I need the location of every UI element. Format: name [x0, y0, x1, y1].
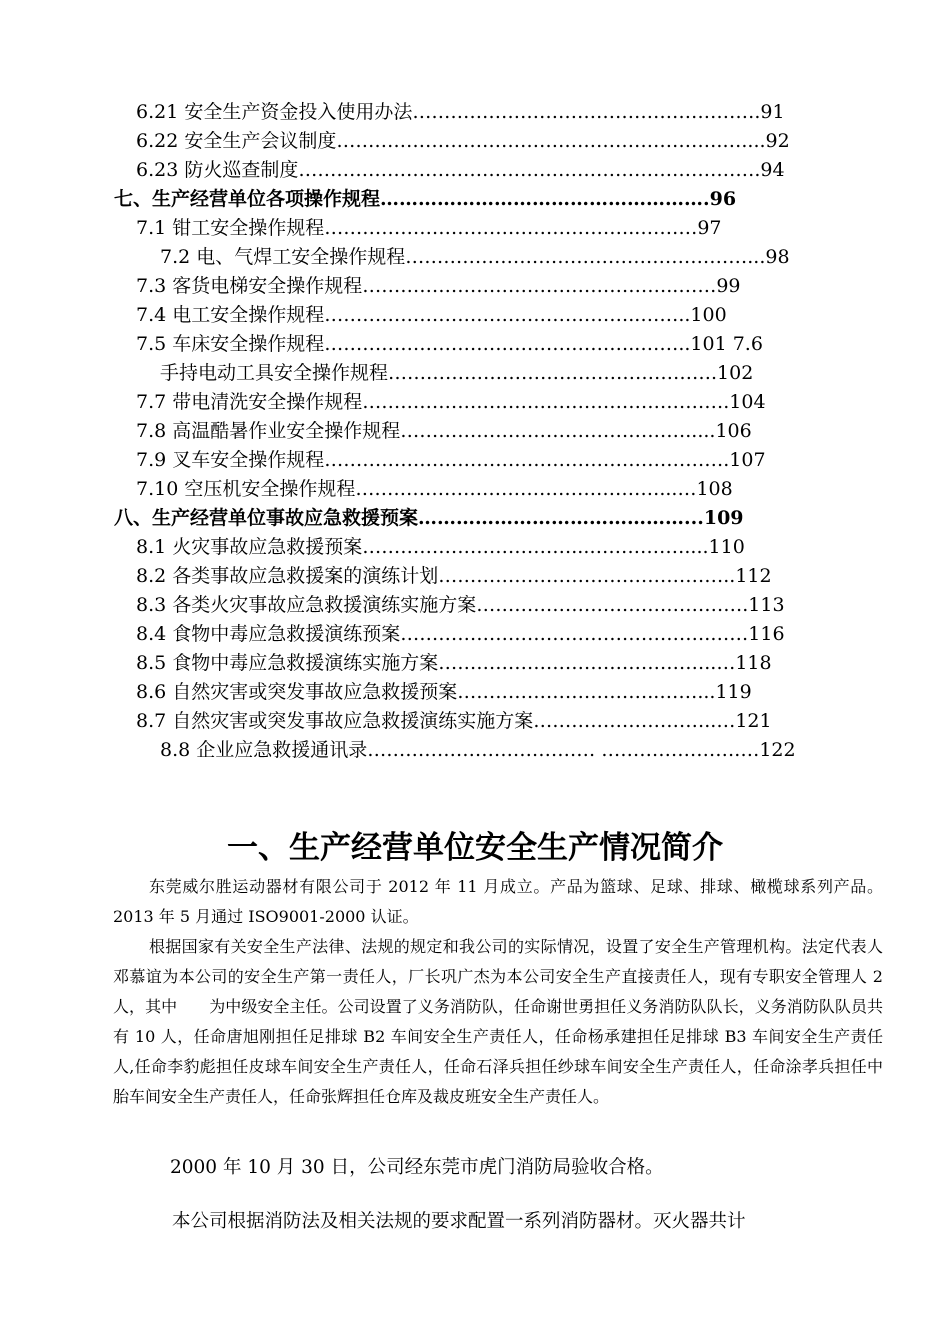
toc-entry: 7.4 电工安全操作规程…………………………………………..……..100	[136, 304, 727, 326]
toc-entry: 8.5 食物中毒应急救援演练实施方案……………………………………..…118	[136, 652, 772, 674]
toc-entry: 8.8 企业应急救援通讯录……………………………… ………………….…122	[160, 739, 796, 761]
toc-entry: 8.3 各类火灾事故应急救援演练实施方案…………………………………….113	[136, 594, 785, 616]
toc-entry: 7.5 车床安全操作规程…………………………………………..……..101 7.6	[136, 333, 763, 355]
paragraph-fire-equipment: 本公司根据消防法及相关法规的要求配置一系列消防器材。灭火器共计	[172, 1211, 746, 1232]
toc-entry: 手持电动工具安全操作规程…………………………………………….102	[160, 362, 754, 384]
toc-chapter: 八、生产经营单位事故应急救援预案……………………………………...109	[114, 507, 744, 529]
toc-entry: 8.2 各类事故应急救援案的演练计划………………………………………..112	[136, 565, 772, 587]
paragraph-fire-acceptance: 2000 年 10 月 30 日，公司经东莞市虎门消防局验收合格。	[170, 1157, 664, 1178]
toc-entry: 7.1 钳工安全操作规程…………………………………………..………97	[136, 217, 722, 239]
toc-entry: 8.1 火灾事故应急救援预案……………………………...……………....110	[136, 536, 745, 558]
paragraph-safety-organization: 根据国家有关安全生产法律、法规的规定和我公司的实际情况，设置了安全生产管理机构。法定代表人邓慕谊为本公司的安全生产第一责任人，厂长巩广杰为本公司安全生产直接责任人，现有专职安全管理人 2 人，其中 为中级安全主任。公司设置了义务消防队，任命谢世勇担任义务消防队队长，义务消防队队员共有 10 人，任命唐旭刚担任足排球 B2 车间安全生产责任人，任命杨承建担任足排球 B3 车间安全生产责任人,任命李豹彪担任皮球车间安全生产责任人，任命石泽兵担任纱球车间安全生产责任人，任命涂孝兵担任中胎车间安全生产责任人，任命张辉担任仓库及裁皮班安全生产责任人。	[113, 937, 883, 1106]
toc-entry: 7.3 客货电梯安全操作规程…………………………………………..……99	[136, 275, 741, 297]
toc-entry: 7.7 带电清洗安全操作规程………………………………………………….104	[136, 391, 766, 413]
toc-entry: 7.9 叉车安全操作规程……………………………………………………….107	[136, 449, 766, 471]
toc-chapter: 七、生产经营单位各项操作规程…………………………………………….96	[114, 188, 737, 210]
toc-entry: 6.23 防火巡查制度……………………………………………………………….94	[136, 159, 785, 181]
section-title: 一、生产经营单位安全生产情况简介	[227, 830, 723, 866]
toc-entry: 8.7 自然灾害或突发事故应急救援演练实施方案………………………..…121	[136, 710, 772, 732]
toc-entry: 6.21 安全生产资金投入使用办法……………………………………………….91	[136, 101, 785, 123]
paragraph-company-intro: 东莞威尔胜运动器材有限公司于 2012 年 11 月成立。产品为篮球、足球、排球、橄榄球系列产品。2013 年 5 月通过 ISO9001-2000 认证。	[113, 877, 883, 926]
toc-entry: 7.10 空压机安全操作规程…………………………………………...…108	[136, 478, 733, 500]
toc-entry: 7.2 电、气焊工安全操作规程………………………………………………...98	[160, 246, 790, 268]
toc-entry: 6.22 安全生产会议制度…………………………………………………….…....92	[136, 130, 790, 152]
toc-entry: 8.6 自然灾害或突发事故应急救援预案…………………………..……...119	[136, 681, 752, 703]
toc-entry: 7.8 高温酷暑作业安全操作规程……………………………………….....106	[136, 420, 752, 442]
toc-entry: 8.4 食物中毒应急救援演练预案………………………………………….……116	[136, 623, 785, 645]
